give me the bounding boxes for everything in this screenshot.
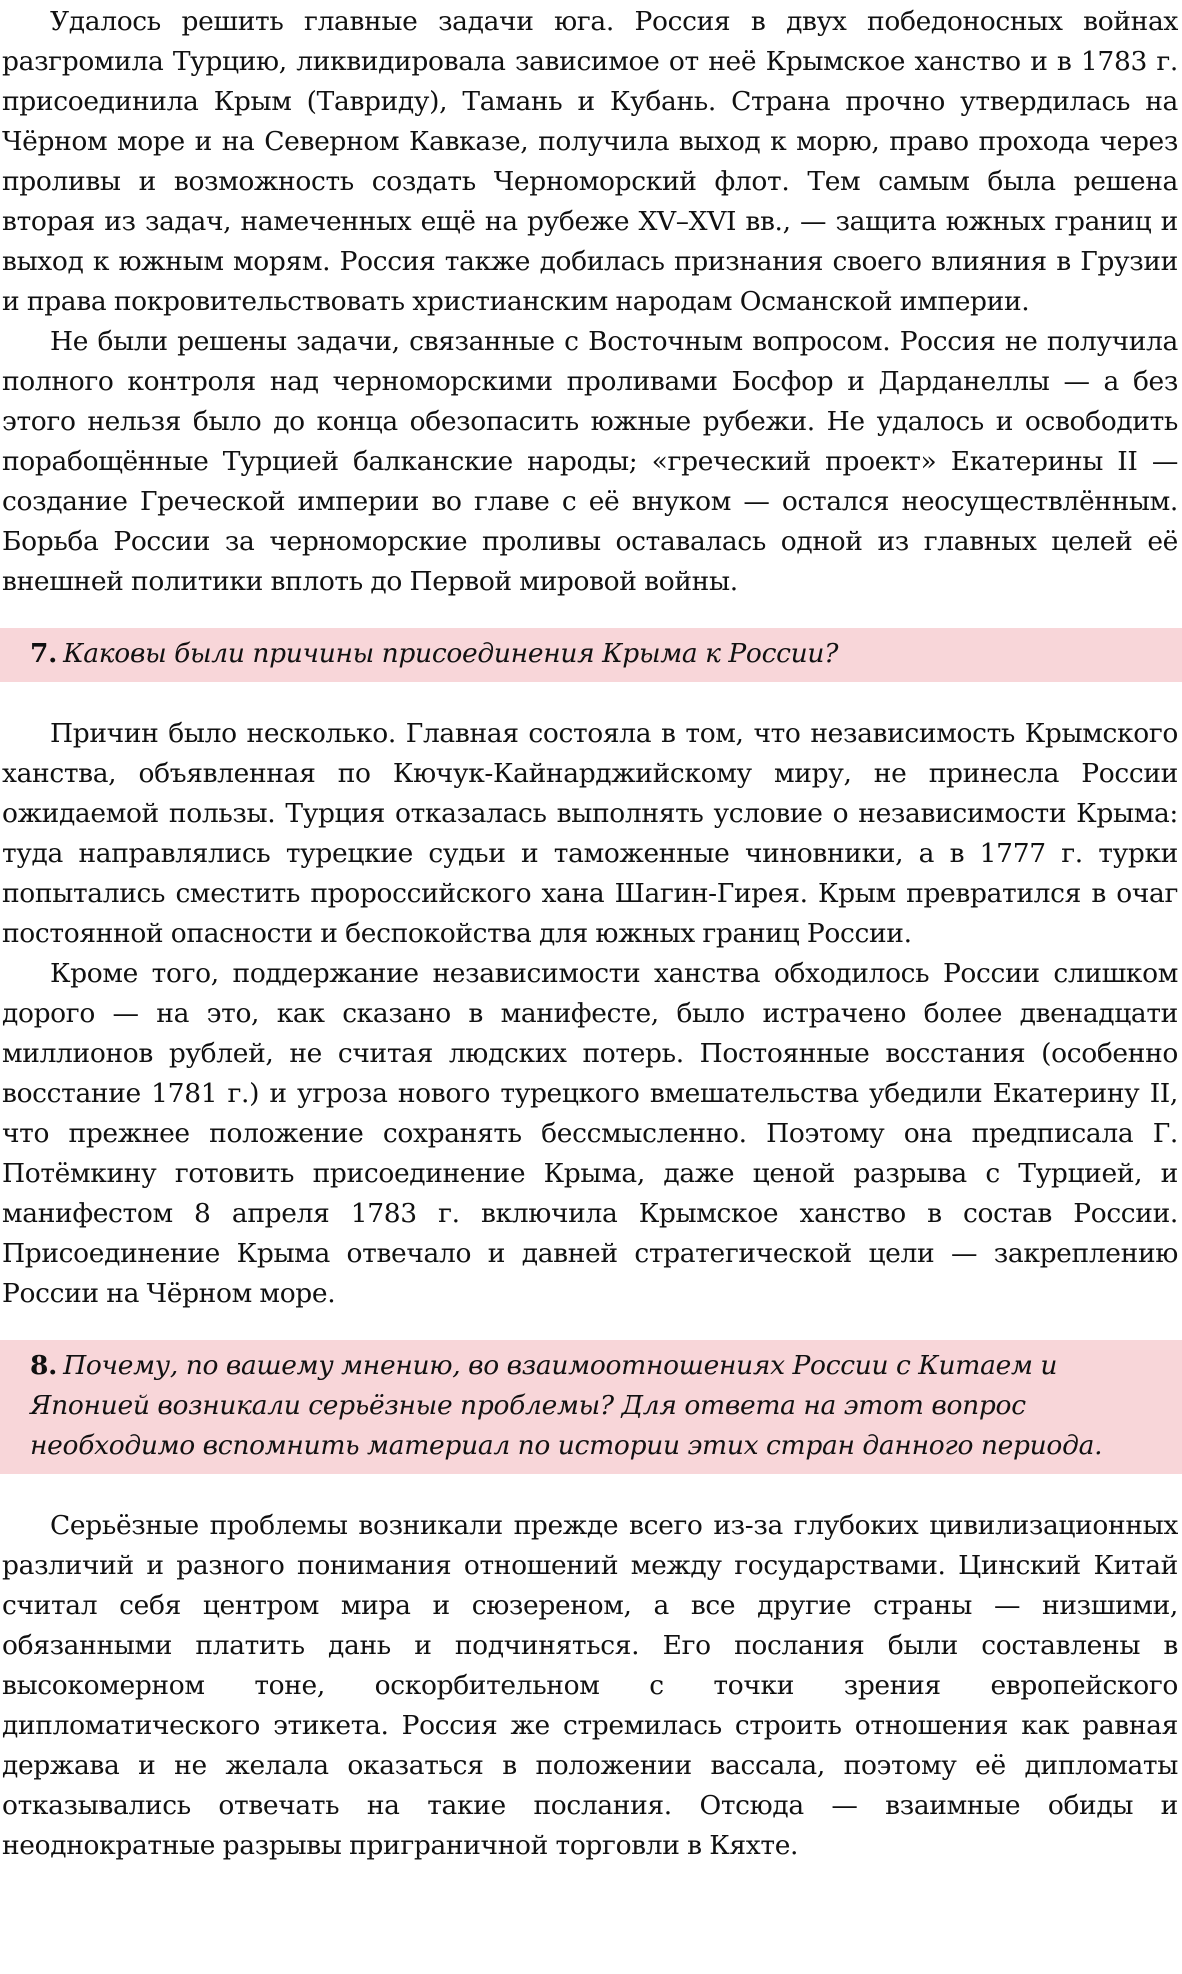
question-8-number: 8.	[30, 1350, 58, 1381]
question-7-number: 7.	[30, 638, 58, 669]
intro-paragraph-1: Удалось решить главные задачи юга. Россия в двух победоносных войнах разгромила Турцию, ликвидировала зависимое от неё Крымское ханство и в 1783 г. присоединила Крым (Тавриду), Тамань и Кубань. Страна прочно утвердилась на Чёрном море и на Северном Кавказе, получила выход к морю, право прохода через проливы и возможность создать Черноморский флот. Тем самым была решена вторая из задач, намеченных ещё на рубеже XV–XVI вв., — защита южных границ и выход к южным морям. Россия также добилась признания своего влияния в Грузии и права покровительствовать христианским народам Османской империи.	[2, 6, 1178, 317]
question-8-block	[0, 1340, 1182, 1474]
question-8-text: Почему, по вашему мнению, во взаимоотношениях России с Китаем и Японией возникали серьёзные проблемы? Для ответа на этот вопрос необходимо вспомнить материал по истории этих стран данного периода.	[30, 1350, 1103, 1461]
answer-8-paragraph-1: Серьёзные проблемы возникали прежде всего из-за глубоких цивилизационных различий и разного понимания отношений между государствами. Цинский Китай считал себя центром мира и сюзереном, а все другие страны — низшими, обязанными платить дань и подчиняться. Его послания были составлены в высокомерном тоне, оскорбительном с точки зрения европейского дипломатического этикета. Россия же стремилась строить отношения как равная держава и не желала оказаться в положении вассала, поэтому её дипломаты отказывались отвечать на такие послания. Отсюда — взаимные обиды и неоднократные разрывы приграничной торговли в Кяхте.	[2, 1510, 1178, 1861]
intro-paragraph-2: Не были решены задачи, связанные с Восточным вопросом. Россия не получила полного контроля над черноморскими проливами Босфор и Дарданеллы — а без этого нельзя было до конца обезопасить южные рубежи. Не удалось и освободить порабощённые Турцией балканские народы; «греческий проект» Екатерины II — создание Греческой империи во главе с её внуком — остался неосуществлённым. Борьба России за черноморские проливы оставалась одной из главных целей её внешней политики вплоть до Первой мировой войны.	[2, 326, 1178, 597]
question-7-block	[0, 628, 1182, 682]
question-7-text: Каковы были причины присоединения Крыма к России?	[63, 638, 839, 669]
answer-7-paragraph-2: Кроме того, поддержание независимости ханства обходилось России слишком дорого — на это, как сказано в манифесте, было истрачено более двенадцати миллионов рублей, не считая людских потерь. Постоянные восстания (особенно восстание 1781 г.) и угроза нового турецкого вмешательства убедили Екатерину II, что прежнее положение сохранять бессмысленно. Поэтому она предписала Г. Потёмкину готовить присоединение Крыма, даже ценой разрыва с Турцией, и манифестом 8 апреля 1783 г. включила Крымское ханство в состав России. Присоединение Крыма отвечало и давней стратегической цели — закреплению России на Чёрном море.	[2, 958, 1178, 1309]
answer-7-paragraph-1: Причин было несколько. Главная состояла в том, что независимость Крымского ханства, объявленная по Кючук-Кайнарджийскому миру, не принесла России ожидаемой пользы. Турция отказалась выполнять условие о независимости Крыма: туда направлялись турецкие судьи и таможенные чиновники, а в 1777 г. турки попытались сместить пророссийского хана Шагин-Гирея. Крым превратился в очаг постоянной опасности и беспокойства для южных границ России.	[2, 718, 1178, 949]
